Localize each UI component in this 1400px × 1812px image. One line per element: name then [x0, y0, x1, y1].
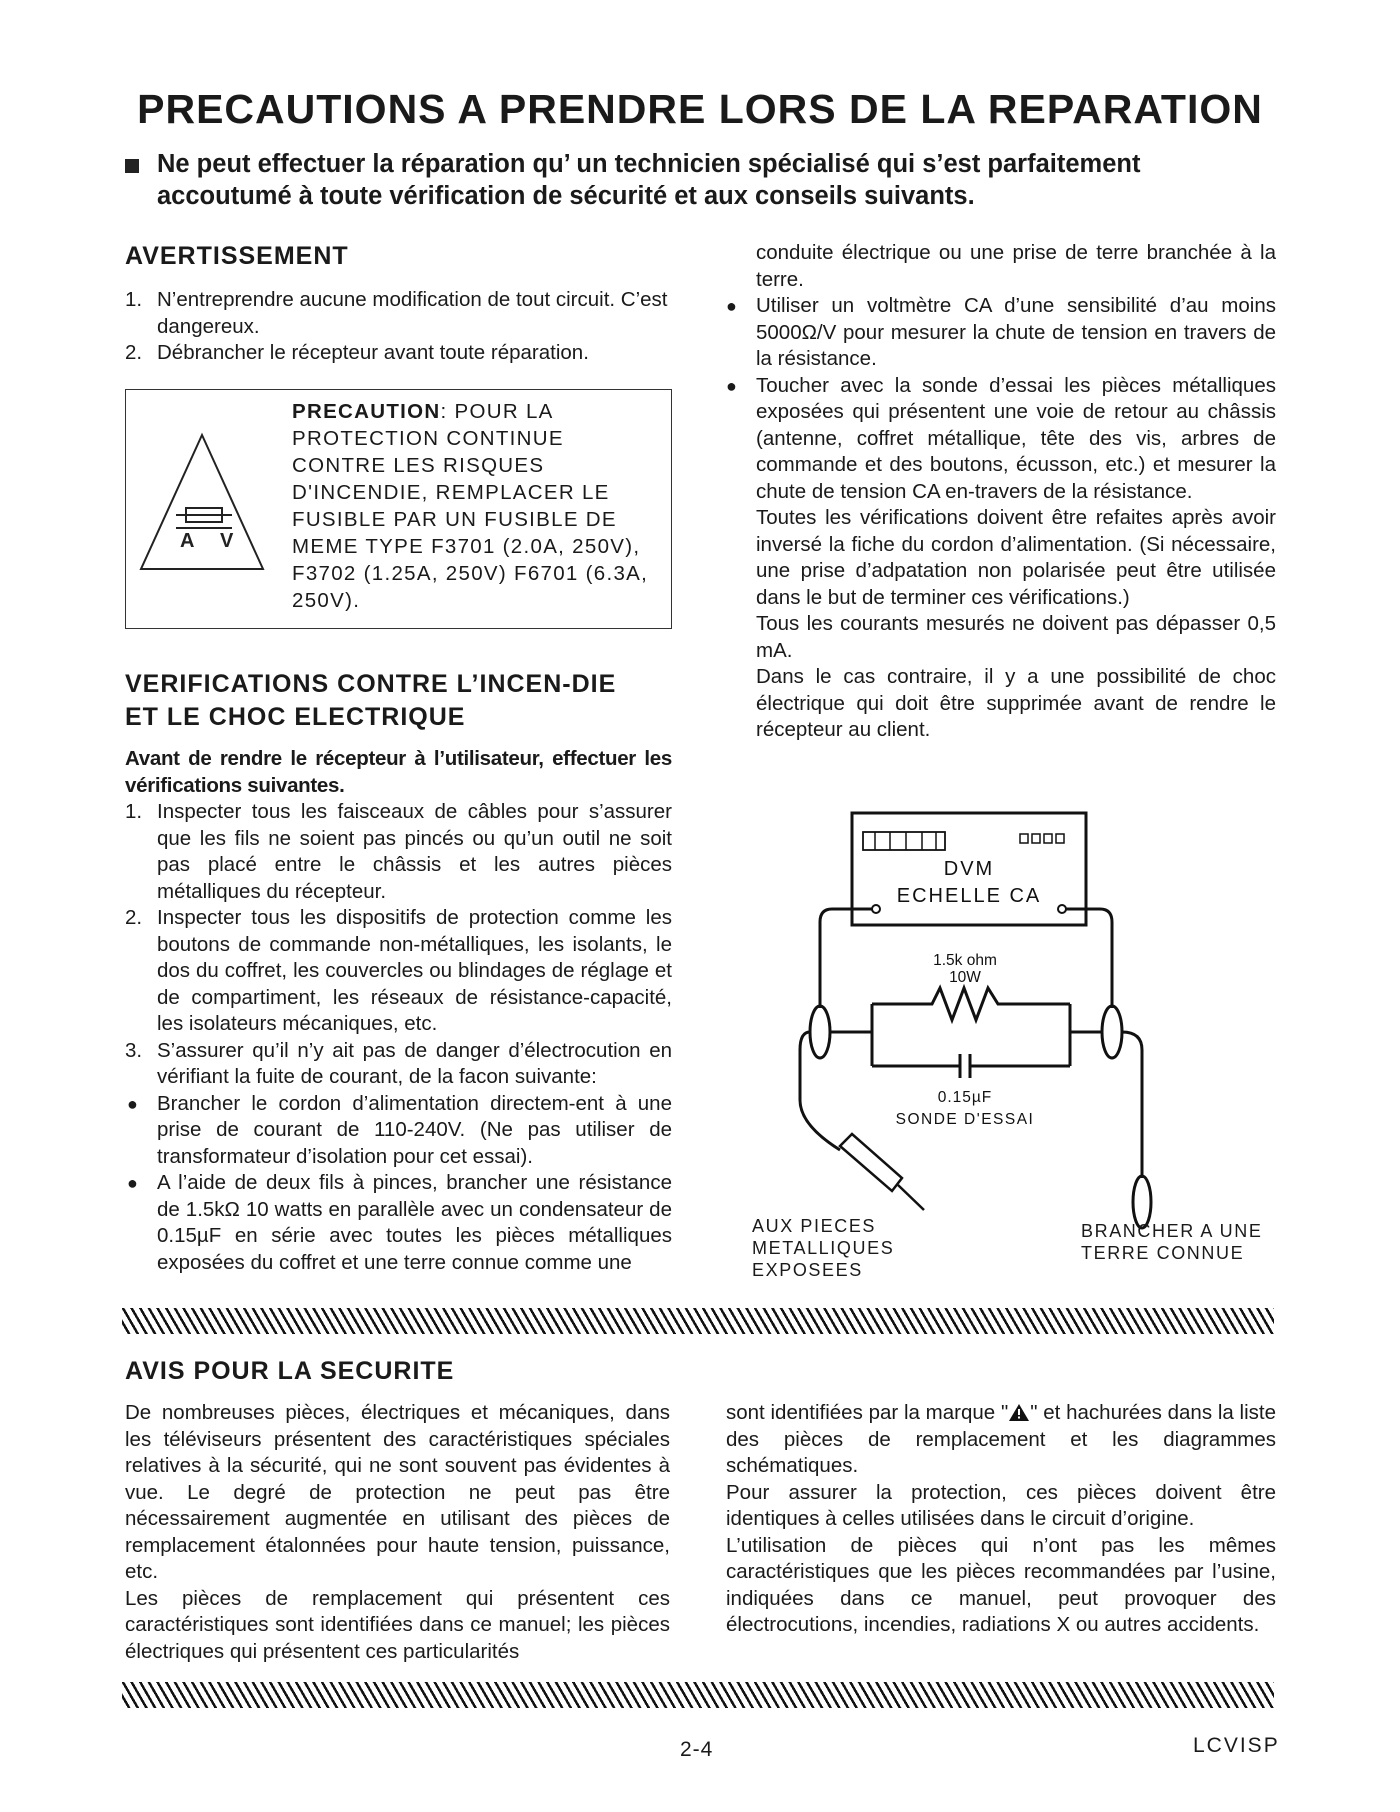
bullet-icon: ● — [726, 296, 737, 316]
bullet-icon: ● — [127, 1093, 138, 1114]
warning-mark-icon — [1008, 1403, 1030, 1422]
fuse-letter-v: V — [220, 530, 234, 552]
intro-text: Ne peut effectuer la réparation qu’ un technicien spécialisé qui s’est parfaitement accoutumé à toute vérification de sécurité et aux conseils suivants. — [157, 150, 1141, 210]
caution-box — [125, 389, 672, 629]
list-item: ● Utiliser un voltmètre CA d’une sensibilité d’au moins 5000Ω/V pour mesurer la chute de tension en travers de la résistance. — [726, 294, 1276, 370]
scale-label: ECHELLE CA — [896, 885, 1042, 907]
hatch-divider — [122, 1308, 1274, 1334]
bullet-icon: ● — [726, 375, 737, 396]
bullet-icon: ● — [127, 1173, 138, 1193]
list-item: ● Brancher le cordon d’alimentation directem-ent à une prise de courant de 110-240V. (Ne pas utiliser de transformateur d’isolation pour cet essai). — [127, 1091, 672, 1168]
verification-right-list — [724, 240, 1276, 744]
safety-paragraph: Pour assurer la protection, ces pièces doivent être identiques à celles utilisées dans le circuit d’origine. — [726, 1480, 1276, 1530]
leakage-test-diagram — [740, 810, 1263, 1280]
safety-paragraph: L’utilisation de pièces qui n’ont pas les mêmes caractéristiques que les pièces recommandées par l’usine, indiquées dans ce manuel, peut provoquer des électrocutions, incendies, radiations X ou autres accidents. — [726, 1533, 1276, 1636]
verification-right-column — [724, 240, 1276, 744]
list-item: conduite électrique ou une prise de terre branchée à la terre. — [756, 241, 1276, 291]
list-item: 2. Inspecter tous les dispositifs de protection comme les boutons de commande non-métalliques, les isolants, le dos du coffret, les couvercles ou blindages de réglage et de compartiment, les réseaux de résistance-capacité, les isolateurs mécaniques, etc. — [125, 906, 672, 1035]
verification-list — [125, 799, 672, 1276]
exposed-parts-label: AUX PIECES METALLIQUES EXPOSEES — [752, 1216, 895, 1280]
verification-lead: Avant de rendre le récepteur à l’utilisateur, effectuer les vérifications suivantes. — [125, 747, 672, 797]
page-title: PRECAUTIONS A PRENDRE LORS DE LA REPARATION — [137, 86, 1263, 132]
page-number: 2-4 — [680, 1738, 714, 1761]
fuse-letter-a: A — [180, 530, 195, 552]
list-item: ● Toucher avec la sonde d’essai les pièces métalliques exposées qui présentent une voie de retour au châssis (antenne, coffret métallique, tête des vis, arbres de commande et des boutons, écusson, etc.) et mesurer la chute de tension CA en-travers de la résistance. — [726, 373, 1276, 503]
warning-heading: AVERTISSEMENT — [125, 242, 349, 270]
warning-list — [125, 287, 675, 367]
ground-label: BRANCHER A UNE TERRE CONNUE — [1081, 1221, 1263, 1263]
safety-paragraph: De nombreuses pièces, électriques et mécaniques, dans les téléviseurs présentent des caractéristiques spéciales relatives à la sécurité, qui ne sont souvent pas évidentes à vue. Le degré de protection ne peut pas être nécessairement augmentée en utilisant des pièces de remplacement étalonnées pour haute tension, puissance, etc. — [125, 1401, 670, 1583]
list-item: Dans le cas contraire, il y a une possibilité de choc électrique qui doit être supprimée avant de rendre le récepteur au client. — [756, 665, 1276, 741]
caution-text: PRECAUTION: POUR LA PROTECTION CONTINUE CONTRE LES RISQUES D'INCENDIE, REMPLACER LE FUSIBLE PAR UN FUSIBLE DE MEME TYPE F3701 (2.0A, 250V), F3702 (1.25A, 250V) F6701 (6.3A, 250V). — [292, 400, 649, 612]
intro-note — [125, 148, 1275, 212]
safety-heading: AVIS POUR LA SECURITE — [125, 1357, 455, 1385]
safety-left-column — [125, 1400, 670, 1665]
square-bullet-icon — [125, 159, 139, 173]
probe-label: SONDE D'ESSAI — [895, 1111, 1035, 1128]
list-item: Tous les courants mesurés ne doivent pas dépasser 0,5 mA. — [756, 612, 1276, 662]
list-item: 1. Inspecter tous les faisceaux de câbles pour s’assurer que les fils ne soient pas pincés ou qu’un outil ne soit pas placé entre le châssis et les autres pièces métalliques du récepteur. — [125, 800, 672, 903]
list-item: 3. S’assurer qu’il n’y ait pas de danger d’électrocution en vérifiant la fuite de courant, de la facon suivante: — [125, 1038, 672, 1088]
hatch-divider — [122, 1682, 1274, 1708]
list-item: ● A l’aide de deux fils à pinces, brancher une résistance de 1.5kΩ 10 watts en parallèle avec un condensateur de 0.15µF en série avec toutes les pièces métalliques exposées du coffret et une terre connue comme une — [127, 1171, 672, 1274]
list-item: 2. Débrancher le récepteur avant toute réparation. — [125, 341, 589, 364]
resistor-label: 1.5k ohm — [933, 952, 997, 969]
safety-paragraph: Les pièces de remplacement qui présentent ces caractéristiques sont identifiées dans ce manuel; les pièces électriques qui présentent ces particularités — [125, 1586, 670, 1663]
document-code: LCVISP — [1193, 1734, 1280, 1757]
list-item: Toutes les vérifications doivent être refaites après avoir inversé la fiche du cordon d’alimentation. (Si nécessaire, une prise d’adpatation non polarisée peut être utilisée dans le but de terminer ces vérifications.) — [756, 506, 1276, 609]
verification-left-column — [125, 746, 672, 1276]
resistor-watt-label: 10W — [949, 969, 981, 986]
list-item: 1. N’entreprendre aucune modification de tout circuit. C’est dangereux. — [125, 288, 668, 338]
safety-right-column — [726, 1400, 1276, 1639]
safety-paragraph: sont identifiées par la marque " " et hachurées dans la liste des pièces de remplacement et les diagrammes schématiques. — [726, 1401, 1277, 1477]
dvm-label: DVM — [943, 858, 995, 880]
fuse-warning-triangle-icon — [138, 432, 268, 572]
verification-heading: VERIFICATIONS CONTRE L’INCEN-DIE ET LE CHOC ELECTRIQUE — [125, 670, 617, 731]
capacitor-label: 0.15µF — [937, 1089, 993, 1106]
